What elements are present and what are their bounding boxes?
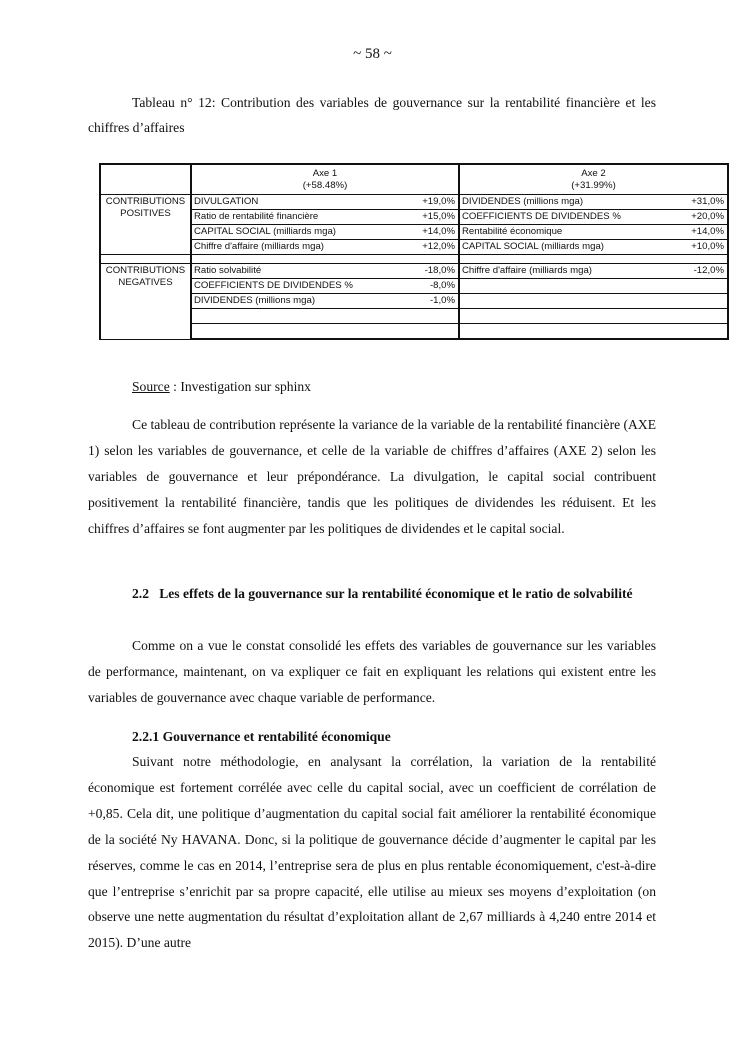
axe1-variable: COEFFICIENTS DE DIVIDENDES % [191,279,411,294]
table-row [100,309,728,324]
axe1-value: +19,0% [411,195,459,210]
axe1-value: -8,0% [411,279,459,294]
axe2-variable [459,324,675,340]
axe2-value [675,309,728,324]
table-row [100,210,728,225]
axe1-variable: CAPITAL SOCIAL (milliards mga) [191,225,411,240]
positive-group-label: CONTRIBUTIONS POSITIVES [100,195,191,255]
table-row [100,294,728,309]
axe1-variable [191,309,411,324]
axe2-value: +14,0% [675,225,728,240]
axe2-variable: Chiffre d'affaire (milliards mga) [459,264,675,279]
axe1-variable: DIVULGATION [191,195,411,210]
source-text: : Investigation sur sphinx [169,379,311,394]
axe1-value: +14,0% [411,225,459,240]
axe1-header: Axe 1 (+58.48%) [191,164,459,195]
paragraph-2: Comme on a vue le constat consolidé les effets des variables de gouvernance sur les variables de performance, maintenant, on va expliquer ce fait en expliquant les relations qui existent entre les variables de gouvernance avec chaque variable de performance. [88,638,656,705]
heading-2-2: 2.2 Les effets de la gouvernance sur la rentabilité économique et le ratio de solvabilité [132,586,633,601]
axe2-value: -12,0% [675,264,728,279]
axe1-value [411,324,459,340]
axe2-variable [459,309,675,324]
axe1-variable: Ratio de rentabilité financière [191,210,411,225]
source-note [132,379,311,395]
caption-text: Tableau n° 12: Contribution des variables de gouvernance sur la rentabilité financière et les chiffres d’affaires [88,95,656,135]
axe1-value [411,309,459,324]
axe2-variable: CAPITAL SOCIAL (milliards mga) [459,240,675,255]
paragraph-3: Suivant notre méthodologie, en analysant la corrélation, la variation de la rentabilité économique est fortement corrélée avec celle du capital social, avec un coefficient de corrélation de +0,85. Cela dit, une politique d’augmentation du capital social fait améliorer la rentabilité économique de la société Ny HAVANA. Donc, si la politique de gouvernance décide d’augmenter le capital par les réserves, comme le cas en 2014, l’entreprise sera de plus en plus rentable économiquement, c'est-à-dire que l’entreprise s’enrichit par sa propre capacité, elle utilise au mieux ses moyens d’exploitation (on observe une nette augmentation du résultat d’exploitation allant de 2,67 milliards à 4,240 entre 2014 et 2015). D’une autre [88,754,656,951]
axe2-variable: DIVIDENDES (millions mga) [459,195,675,210]
axe2-value [675,294,728,309]
axe1-variable [191,324,411,340]
axe2-header: Axe 2 (+31.99%) [459,164,728,195]
axe2-value: +10,0% [675,240,728,255]
axe2-value [675,279,728,294]
table-row [100,279,728,294]
source-label: Source [132,379,170,394]
heading-2-2-1: 2.2.1 Gouvernance et rentabilité économique [132,729,391,744]
axe1-variable: Chiffre d'affaire (milliards mga) [191,240,411,255]
axe2-value: +31,0% [675,195,728,210]
table-caption [88,90,656,140]
table-row [100,324,728,340]
axe2-variable [459,294,675,309]
axe2-value [675,324,728,340]
contribution-table [99,163,729,340]
axe2-variable [459,279,675,294]
table-row [100,225,728,240]
negative-group-label: CONTRIBUTIONS NEGATIVES [100,264,191,340]
table-corner [100,164,191,195]
axe1-value: +15,0% [411,210,459,225]
table-row [100,240,728,255]
paragraph-1: Ce tableau de contribution représente la variance de la variable de la rentabilité financière (AXE 1) selon les variables de gouvernance, et celle de la variable de chiffres d’affaires (AXE 2) selon les variables de gouvernance et leur prépondérance. La divulgation, le capital social contribuent positivement la rentabilité financière, tandis que les politiques de dividendes les réduisent. Et les chiffres d’affaires se font augmenter par les politiques de dividendes et le capital social. [88,417,656,536]
axe1-value: +12,0% [411,240,459,255]
axe1-value: -18,0% [411,264,459,279]
axe2-variable: Rentabilité économique [459,225,675,240]
axe1-variable: DIVIDENDES (millions mga) [191,294,411,309]
page-number: ~ 58 ~ [353,46,392,62]
axe2-variable: COEFFICIENTS DE DIVIDENDES % [459,210,675,225]
table-row [100,264,728,279]
axe1-value: -1,0% [411,294,459,309]
axe2-value: +20,0% [675,210,728,225]
table-row [100,195,728,210]
axe1-variable: Ratio solvabilité [191,264,411,279]
